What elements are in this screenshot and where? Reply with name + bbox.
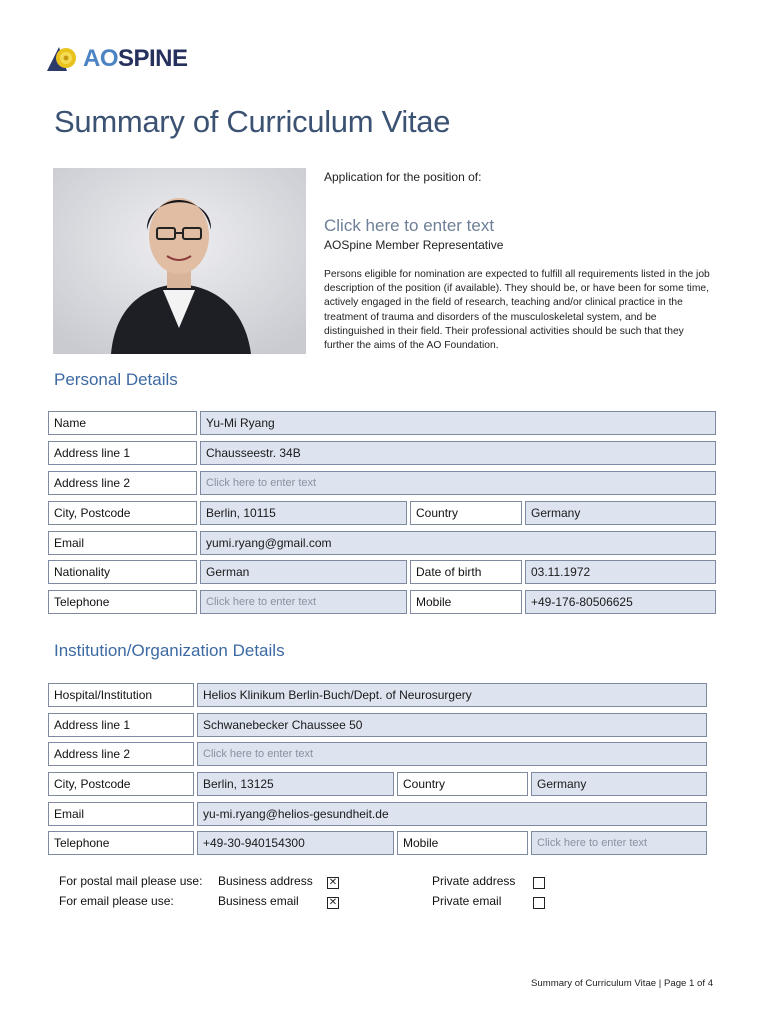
personal-details-heading: Personal Details bbox=[54, 370, 178, 389]
country-label: Country bbox=[410, 501, 522, 525]
inst-city-label: City, Postcode bbox=[48, 772, 194, 796]
inst-mobile-label: Mobile bbox=[397, 831, 528, 855]
hospital-label: Hospital/Institution bbox=[48, 683, 194, 707]
inst-city-field[interactable]: Berlin, 13125 bbox=[197, 772, 394, 796]
inst-email-field[interactable]: yu-mi.ryang@helios-gesundheit.de bbox=[197, 802, 707, 826]
address1-label: Address line 1 bbox=[48, 441, 197, 465]
position-input[interactable]: Click here to enter text bbox=[324, 216, 495, 235]
footer-doc-title: Summary of Curriculum Vitae bbox=[531, 978, 657, 989]
eligibility-text: Persons eligible for nomination are expected to fulfill all requirements listed in the job description of the position (if available). They should be, or have been for some time, actively engaged in the field of research, teaching and/or clinical practice in the treatment of trauma and disorders of the musculoskeletal system, and be distinguished in their field. Their professional activities should be such that they further the aims of the AO Foundation. bbox=[324, 269, 710, 352]
inst-country-label: Country bbox=[397, 772, 528, 796]
nationality-field[interactable]: German bbox=[200, 560, 407, 584]
business-email-label: Business email bbox=[218, 894, 299, 908]
name-label: Name bbox=[48, 411, 197, 435]
page-footer bbox=[531, 978, 713, 989]
address2-label: Address line 2 bbox=[48, 471, 197, 495]
inst-address2-field[interactable]: Click here to enter text bbox=[197, 742, 707, 766]
hospital-field[interactable]: Helios Klinikum Berlin-Buch/Dept. of Neurosurgery bbox=[197, 683, 707, 707]
footer-page-number: Page 1 of 4 bbox=[663, 978, 714, 989]
address1-field[interactable]: Chausseestr. 34B bbox=[200, 441, 716, 465]
business-address-checkbox[interactable]: ✕ bbox=[328, 877, 338, 888]
email-preference-label: For email please use: bbox=[59, 894, 174, 908]
footer-separator: | bbox=[658, 978, 662, 989]
email-label: Email bbox=[48, 531, 197, 555]
inst-mobile-field[interactable]: Click here to enter text bbox=[531, 831, 707, 855]
dob-label: Date of birth bbox=[410, 560, 522, 584]
application-label: Application for the position of: bbox=[324, 170, 482, 184]
institution-details-heading: Institution/Organization Details bbox=[54, 641, 285, 660]
logo-wordmark: AOSPINE bbox=[83, 45, 188, 72]
city-field[interactable]: Berlin, 10115 bbox=[200, 501, 407, 525]
profile-photo bbox=[53, 168, 306, 354]
page-title: Summary of Curriculum Vitae bbox=[54, 104, 451, 139]
inst-telephone-field[interactable]: +49-30-940154300 bbox=[197, 831, 394, 855]
inst-country-field[interactable]: Germany bbox=[531, 772, 707, 796]
country-field[interactable]: Germany bbox=[525, 501, 716, 525]
postal-preference-label: For postal mail please use: bbox=[59, 874, 203, 888]
inst-email-label: Email bbox=[48, 802, 194, 826]
inst-telephone-label: Telephone bbox=[48, 831, 194, 855]
telephone-field[interactable]: Click here to enter text bbox=[200, 590, 407, 614]
private-address-checkbox[interactable] bbox=[533, 877, 545, 889]
aospine-emblem-icon bbox=[45, 45, 79, 73]
inst-address2-label: Address line 2 bbox=[48, 742, 194, 766]
dob-field[interactable]: 03.11.1972 bbox=[525, 560, 716, 584]
address2-field[interactable]: Click here to enter text bbox=[200, 471, 716, 495]
business-email-checkbox[interactable]: ✕ bbox=[328, 897, 338, 908]
position-subtitle: AOSpine Member Representative bbox=[324, 238, 504, 252]
mobile-label: Mobile bbox=[410, 590, 522, 614]
private-email-checkbox[interactable] bbox=[533, 897, 545, 909]
private-address-label: Private address bbox=[432, 874, 516, 888]
name-field[interactable]: Yu-Mi Ryang bbox=[200, 411, 716, 435]
nationality-label: Nationality bbox=[48, 560, 197, 584]
private-email-label: Private email bbox=[432, 894, 502, 908]
inst-address1-field[interactable]: Schwanebecker Chaussee 50 bbox=[197, 713, 707, 737]
inst-address1-label: Address line 1 bbox=[48, 713, 194, 737]
city-label: City, Postcode bbox=[48, 501, 197, 525]
aospine-logo bbox=[45, 45, 188, 73]
email-field[interactable]: yumi.ryang@gmail.com bbox=[200, 531, 716, 555]
business-address-label: Business address bbox=[218, 874, 313, 888]
telephone-label: Telephone bbox=[48, 590, 197, 614]
mobile-field[interactable]: +49-176-80506625 bbox=[525, 590, 716, 614]
